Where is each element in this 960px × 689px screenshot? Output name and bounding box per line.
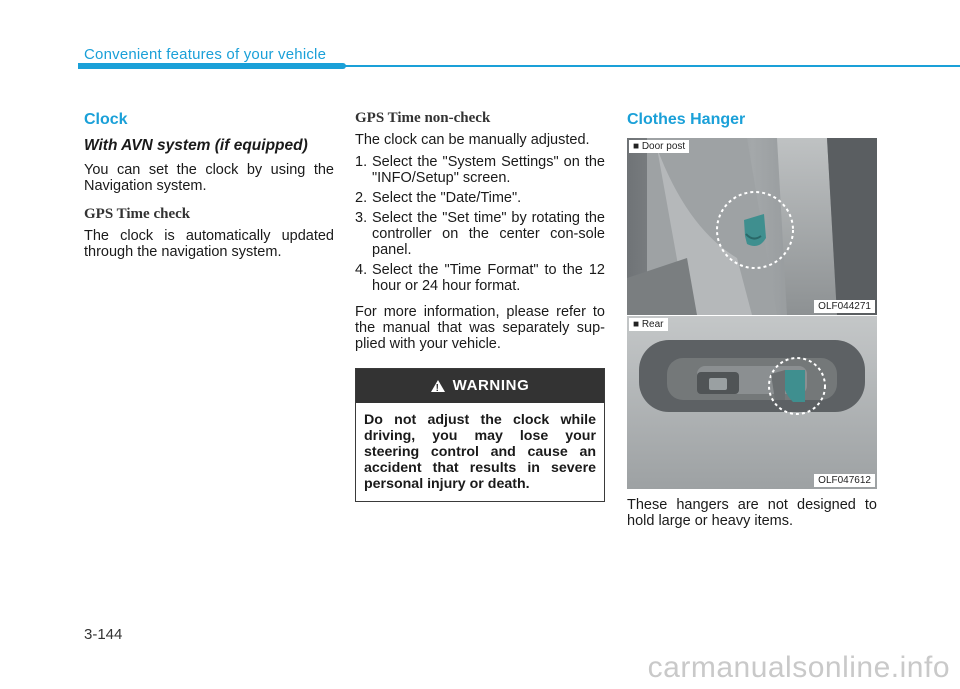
warning-text: Do not adjust the clock while driving, you may lose your steering control and cause an accident that results in severe personal injury or death.	[364, 412, 596, 492]
rear-image-code: OLF047612	[814, 474, 875, 487]
list-item: 4. Select the "Time Format" to the 12 hour or 24 hour format.	[355, 262, 605, 294]
watermark: carmanualsonline.info	[647, 651, 950, 684]
more-info-text: For more information, please refer to the manual that was separately sup-plied with your vehicle.	[355, 304, 605, 352]
gps-check-heading: GPS Time check	[84, 206, 191, 222]
header-tab	[78, 63, 346, 69]
steps-list	[355, 154, 605, 294]
warning-header	[356, 369, 604, 403]
list-item: 1. Select the "System Settings" on the "INFO/Setup" screen.	[355, 154, 605, 186]
column-gps-non-check	[355, 110, 605, 502]
door-post-image-code: OLF044271	[814, 300, 875, 313]
column-clothes-hanger	[627, 104, 877, 138]
gps-check-text: The clock is automatically updated through the navigation system.	[84, 228, 334, 260]
rear-tag: ■ Rear	[629, 318, 668, 331]
list-item: 2. Select the "Date/Time".	[355, 190, 522, 206]
page-number: 3-144	[84, 626, 123, 643]
hanger-note: These hangers are not designed to hold large or heavy items.	[627, 497, 877, 529]
list-item: 3. Select the "Set time" by rotating the controller on the center con-sole panel.	[355, 210, 605, 258]
clothes-hanger-heading: Clothes Hanger	[627, 111, 746, 128]
door-post-illustration	[627, 138, 877, 315]
rear-hanger-image	[627, 316, 877, 489]
rear-hanger-illustration	[627, 316, 877, 489]
manual-adjust-intro: The clock can be manually adjusted.	[355, 132, 590, 148]
gps-non-check-heading: GPS Time non-check	[355, 110, 491, 126]
warning-label: WARNING	[452, 377, 530, 394]
warning-box	[355, 368, 605, 502]
clock-heading: Clock	[84, 111, 128, 128]
column-clock	[84, 104, 334, 272]
header-title: Convenient features of your vehicle	[84, 46, 327, 63]
avn-subheading: With AVN system (if equipped)	[84, 137, 308, 154]
clock-intro: You can set the clock by using the Navigation system.	[84, 162, 334, 194]
door-post-tag: ■ Door post	[629, 140, 689, 153]
warning-triangle-icon	[431, 380, 445, 392]
door-post-hanger-image	[627, 138, 877, 315]
hanger-note-block	[627, 497, 877, 541]
